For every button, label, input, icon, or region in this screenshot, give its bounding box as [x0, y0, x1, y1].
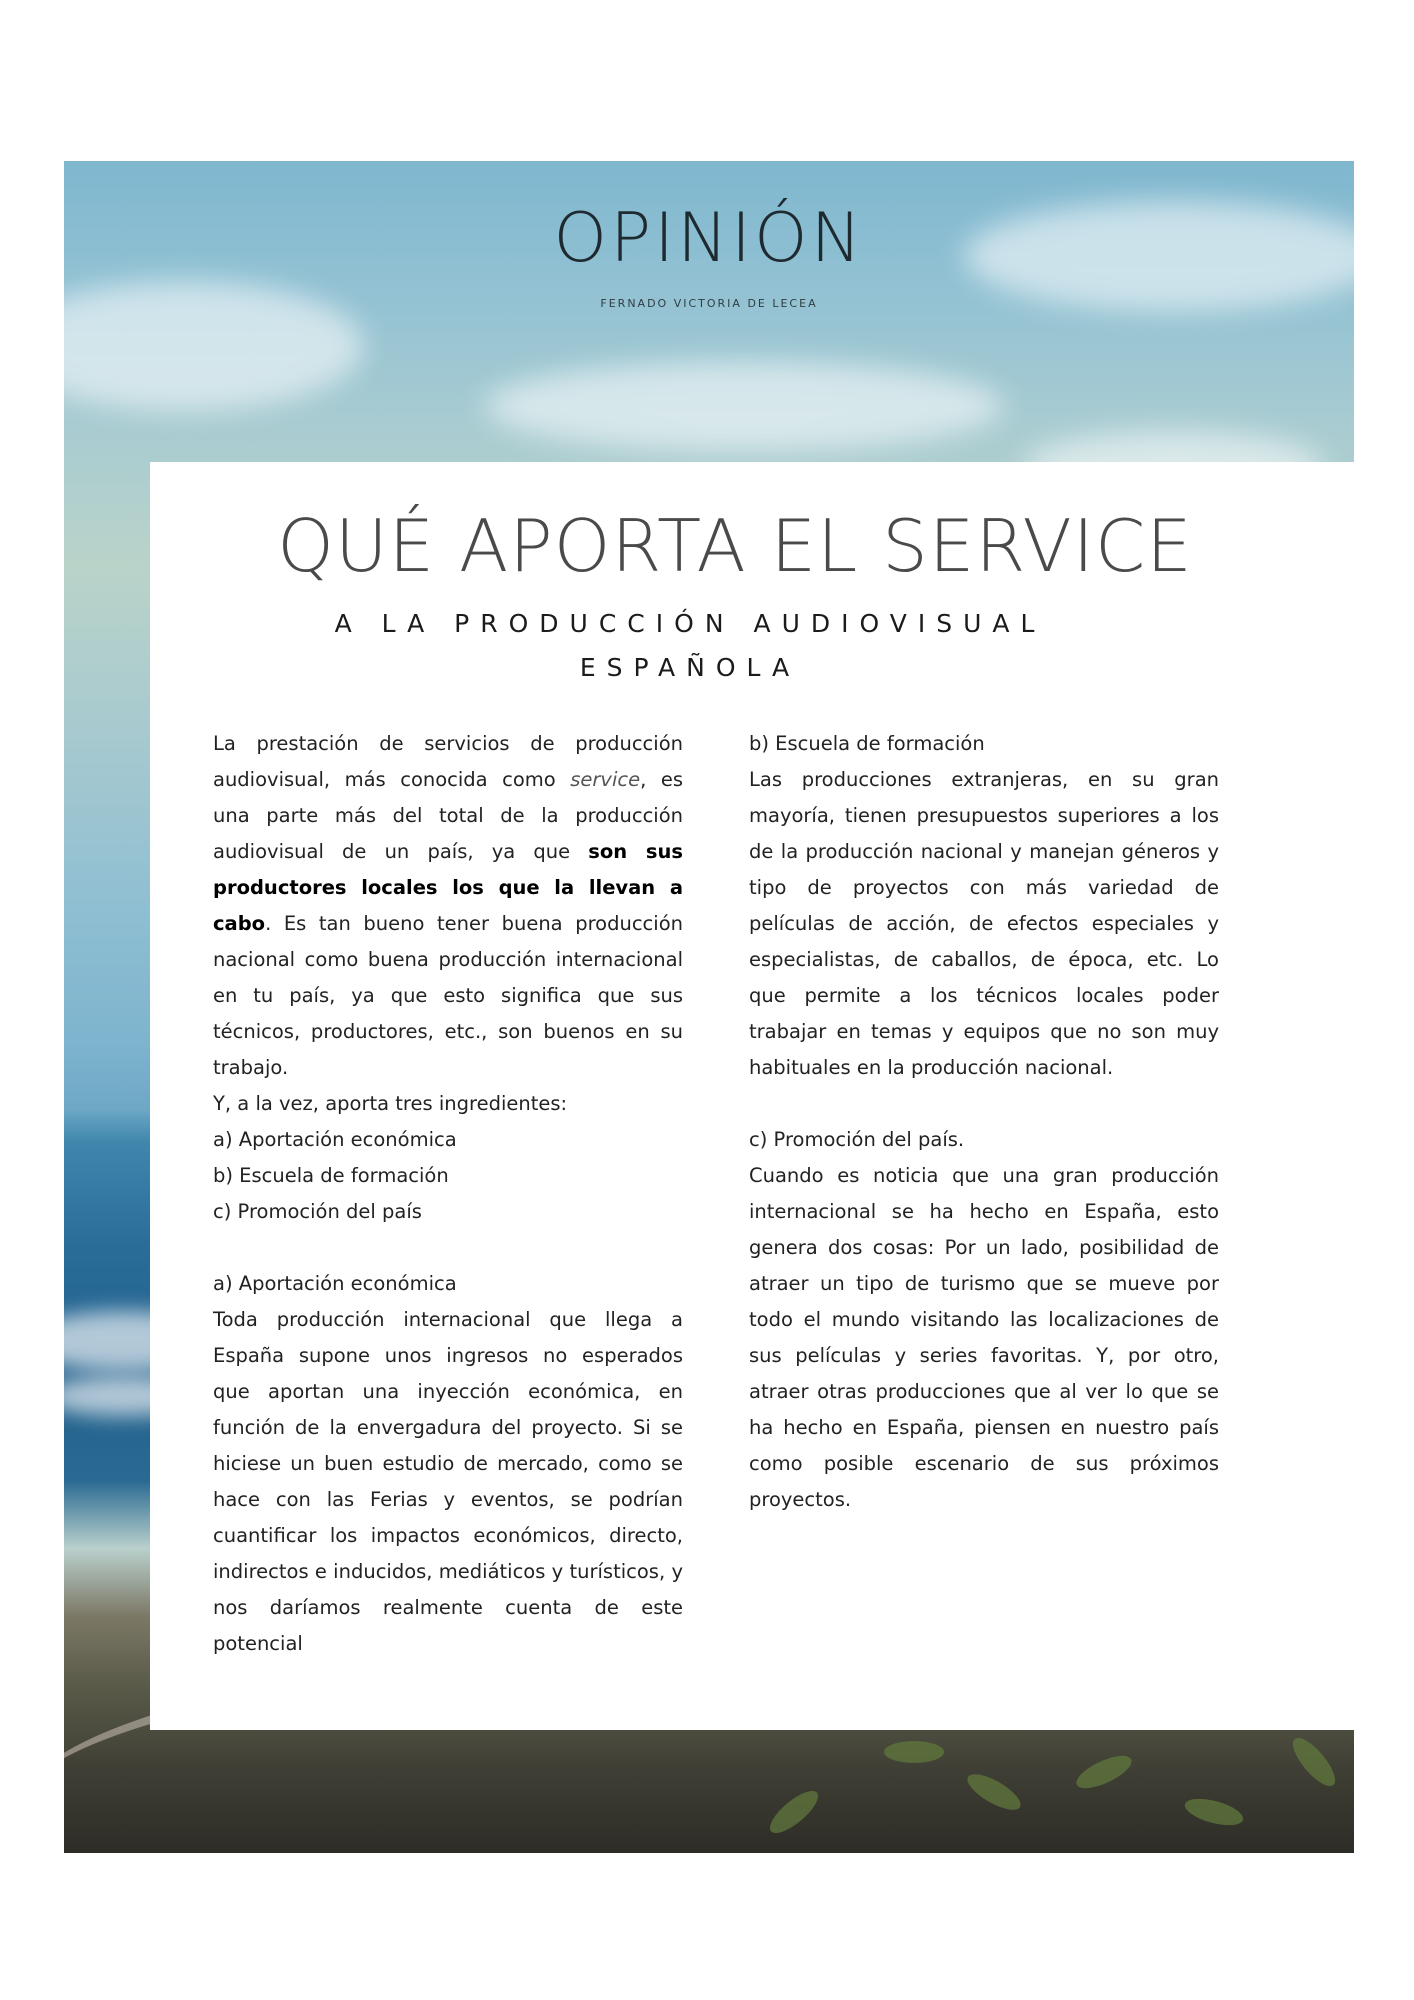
paragraph-gap — [213, 1230, 683, 1266]
right-column — [749, 726, 1219, 1518]
foliage-shape — [963, 1767, 1026, 1816]
article-title: QUÉ APORTA EL SERVICE — [277, 504, 1193, 588]
section-a-heading: a) Aportación económica — [213, 1272, 457, 1295]
foliage-shape — [1072, 1749, 1136, 1794]
intro-paragraph — [213, 726, 683, 1086]
ingredient-item: a) Aportación económica — [213, 1128, 457, 1151]
section-b-heading: b) Escuela de formación — [749, 732, 985, 755]
ingredient-item: b) Escuela de formación — [213, 1164, 449, 1187]
left-column — [213, 726, 683, 1662]
foliage-shape — [884, 1741, 944, 1763]
section-title: OPINIÓN — [553, 199, 865, 278]
foliage-shape — [1286, 1732, 1341, 1792]
paragraph-gap — [749, 1086, 1219, 1122]
ingredients-intro: Y, a la vez, aporta tres ingredientes: — [213, 1092, 568, 1115]
author-name: FERNADO VICTORIA DE LECEA — [600, 297, 818, 310]
article-subtitle: A LA PRODUCCIÓN AUDIOVISUAL ESPAÑOLA — [334, 609, 1046, 682]
cloud-shape — [484, 361, 1004, 451]
foliage-shape — [764, 1784, 824, 1839]
intro-text: . Es tan bueno tener buena producción nacional como buena producción internacional en tu país, ya que esto significa que sus técnicos, productores, etc., son buenos en su trabajo. — [213, 912, 683, 1079]
intro-bold: son sus productores locales los que la llevan a cabo — [213, 840, 683, 935]
intro-text: La prestación de servicios de producción audiovisual, más conocida como — [213, 732, 683, 791]
foliage-shape — [1182, 1794, 1246, 1831]
intro-text: , es una parte más del total de la producción audiovisual de un país, ya que — [213, 768, 683, 863]
section-b-body: Las producciones extranjeras, en su gran mayoría, tienen presupuestos superiores a los de la producción nacional y manejan géneros y tipo de proyectos con más variedad de películas de acción, de efectos especiales y especialistas, de caballos, de época, etc. Lo que permite a los técnicos locales poder trabajar en temas y equipos que no son muy habituales en la producción nacional. — [749, 768, 1219, 1079]
section-c-body: Cuando es noticia que una gran producción internacional se ha hecho en España, esto genera dos cosas: Por un lado, posibilidad de atraer un tipo de turismo que se mueve por todo el mundo visitando las localizaciones de sus películas y series favoritas. Y, por otro, atraer otras producciones que al ver lo que se ha hecho en España, piensen en nuestro país como posible escenario de sus próximos proyectos. — [749, 1164, 1219, 1511]
intro-italic: service — [570, 768, 641, 791]
section-c-heading: c) Promoción del país. — [749, 1128, 965, 1151]
section-a-body: Toda producción internacional que llega a España supone unos ingresos no esperados que aportan una inyección económica, en función de la envergadura del proyecto. Si se hiciese un buen estudio de mercado, como se hace con las Ferias y eventos, se podrían cuantificar los impactos económicos, directo, indirectos e inducidos, mediáticos y turísticos, y nos daríamos realmente cuenta de este potencial — [213, 1308, 683, 1655]
article-card — [150, 462, 1354, 1730]
ingredient-item: c) Promoción del país — [213, 1200, 422, 1223]
